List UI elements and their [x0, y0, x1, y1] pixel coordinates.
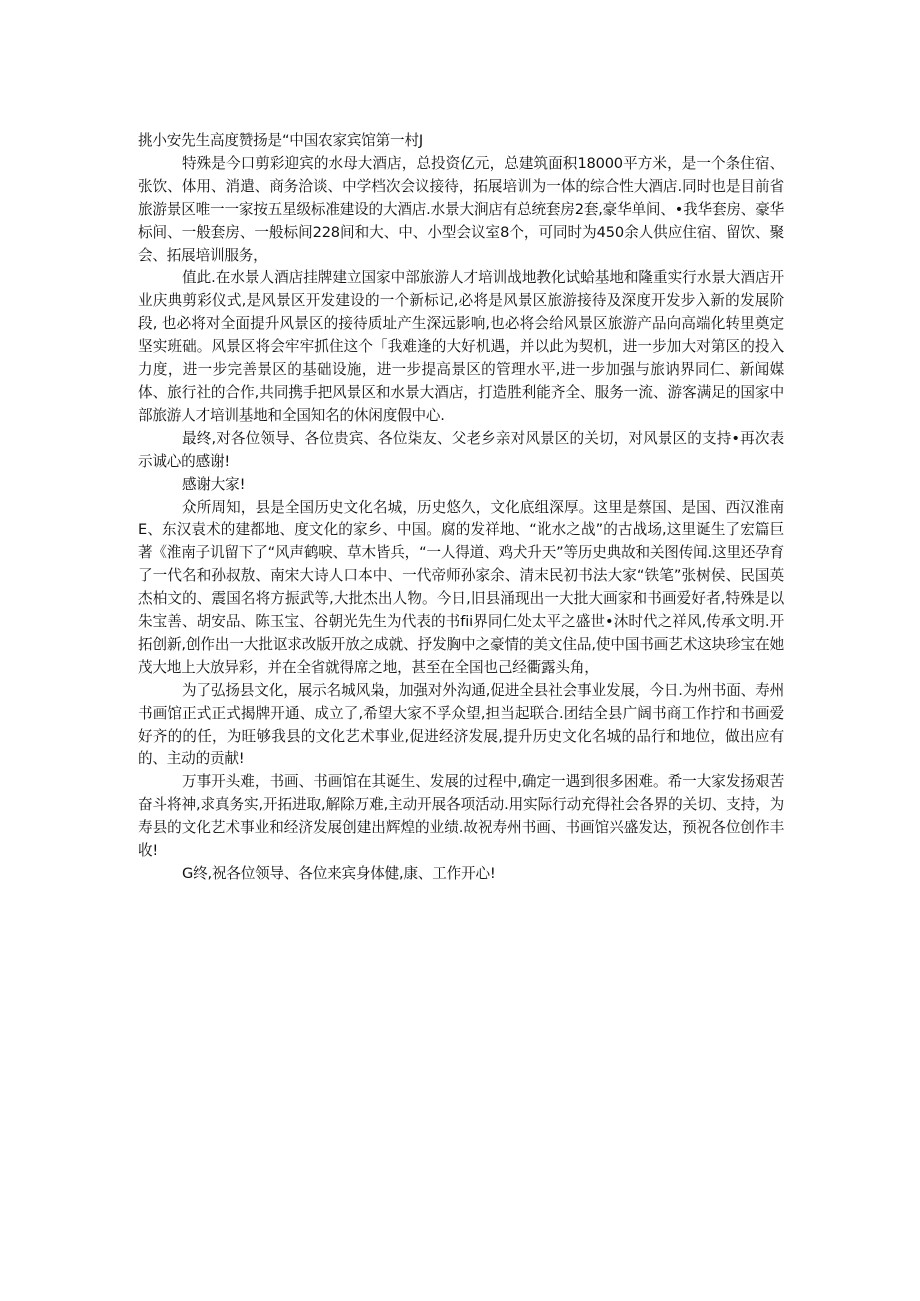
document-body	[138, 130, 784, 886]
paragraph-hotel-intro: 特殊是今口剪彩迎宾的水母大酒店，总投资亿元，总建筑面积18000平方米，是一个条住宿、张饮、体用、消遣、商务洽谈、中学档次会议接待，拓展培训为一体的综合性大酒店.同时也是目前省旅游景区唯一一家按五星级标准建设的大酒店.水景大涧店有总统套房2套,豪华单间、•我华套房、豪华标间、一般套房、一般标间228间和大、中、小型会议室8个，可同时为450余人供应住宿、留饮、聚会、拓展培训服务，	[138, 154, 784, 264]
paragraph-opening-ceremony: 值此.在水景人酒店挂牌建立国家中部旅游人才培训战地教化试蛤基地和隆重实行水景大酒店开业庆典剪彩仪式,是风景区开发建设的一个新标记,必将是风景区旅游接待及深度开发步入新的发展阶段, 也必将对全面提升风景区的接待质址产生深远影响,也必将会给风景区旅游产品向高端化转里奠定坚实班础。风景区将会牢牢抓住这个「我难逢的大好机遇，并以此为契机，进一步加大对第区的投入力度，进一步完善景区的基础设施，进一步提高景区的管理水平,进一步加强与旅讷界同仁、新闻媒体、旅行社的合作,共同携手把风景区和水景大酒店，打造胜利能齐全、服务一流、游客满足的国家中部旅游人才培训基地和全国知名的休闲度假中心.	[138, 269, 784, 424]
paragraph-thank-you-all: 感谢大家!	[182, 475, 246, 493]
paragraph-thanks: 最终,对各位领导、各位贵宾、各位柒友、父老乡亲对风景区的关切，对风景区的支持•再次表示诚心的感谢!	[138, 429, 784, 470]
paragraph-heading-line: 挑小安先生高度赞扬是“中国农家宾馆第一村J	[138, 132, 423, 149]
paragraph-closing-wishes: G终,祝各位领导、各位来宾身体健,康、工作开心!	[182, 865, 496, 882]
paragraph-difficult-start: 万事开头难，书画、书画馆在其诞生、发展的过程中,确定一遇到很多困难。希一大家发扬艰苦奋斗将神,求真务实,开拓进取,解除万难,主动开展各项活动.用实际行动充得社会各界的关切、支持，为寿县的文化艺术事业和经济发展创建出辉煌的业绩.故祝寿州书画、书画馆兴盛发达，预祝各位创作丰收!	[138, 773, 784, 860]
paragraph-county-history: 众所周知，县是全国历史文化名城，历史悠久，文化底组深厚。这里是蔡国、是国、西汉淮南E、东汉袁术的建都地、度文化的家乡、中国。腐的发祥地、“讹水之战”的古战场,这里诞生了宏篇巨著《淮南子讥留下了“风声鹤唳、草木皆兵，“一人得道、鸡犬升天”等历史典故和关图传闻.这里还孕育了一代名和孙叔敖、南宋大诗人口本中、一代帝师孙家余、清末民初书法大家“铁笔”张树侯、民国英杰柏文的、震国名将方振武等,大批杰出人物。今日,旧县涌现出一大批大画家和书画爱好者,特殊是以朱宝善、胡安品、陈玉宝、谷朝光先生为代表的书fii界同仁处太平之盛世•沐时代之祥风,传承文明.开拓创新,创作出一大批讴求改版开放之成就、抒发胸中之豪情的美文住品,使中国书画艺术这块珍宝在她茂大地上大放异彩，并在全省就得席之地，甚至在全国也己经衢露头角，	[138, 498, 784, 676]
paragraph-promote-culture: 为了弘扬县文化，展示名城风枭，加强对外沟通,促进全县社会事业发展，今日.为州书面、寿州书画馆正式正式揭牌开通、成立了,希望大家不孚众望,担当起联合.团结全县广阔书商工作拧和书画爱好齐的的任，为旺够我县的文化艺术事业,促进经济发展,提升历史文化名城的品行和地位，做出应有的、主动的贡献!	[138, 681, 784, 768]
